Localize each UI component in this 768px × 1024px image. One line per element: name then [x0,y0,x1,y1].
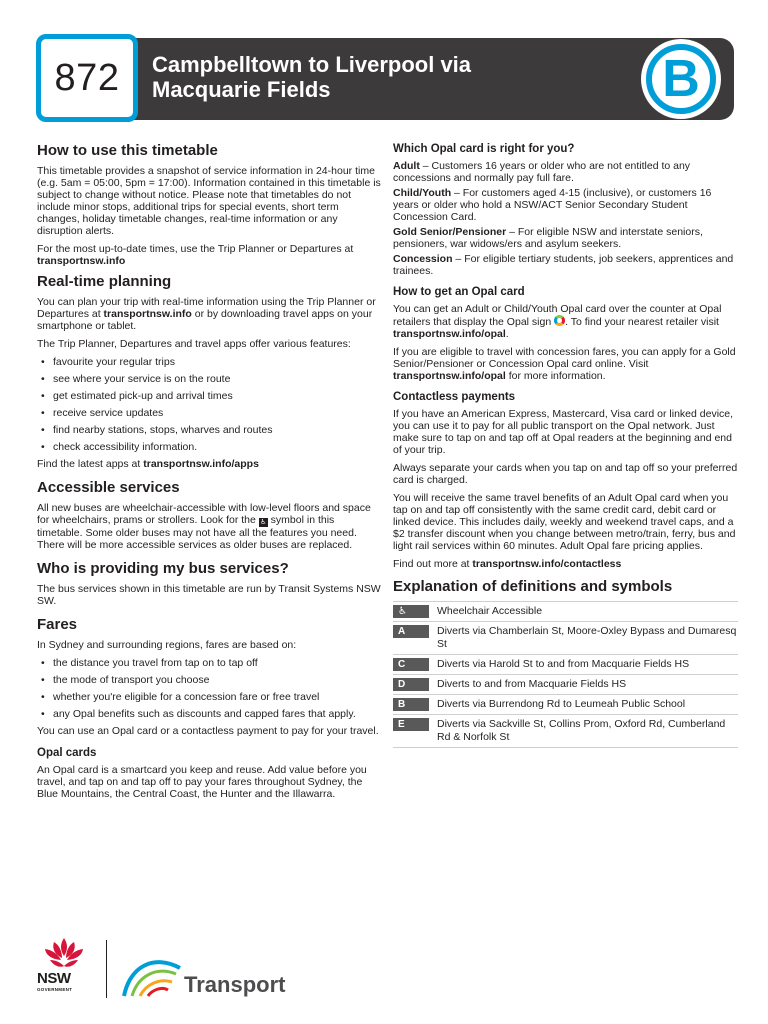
left-column [37,142,382,806]
route-title-line2: Macquarie Fields [152,77,331,102]
list-item: • favourite your regular trips [37,356,382,368]
transportnsw-link[interactable]: transportnsw.info [103,308,192,320]
apps-text: Find the latest apps at transportnsw.info/apps [37,458,259,470]
definition-desc: Diverts via Harold St to and from Macquarie Fields HS [437,658,690,670]
opal-sign-icon [554,315,565,326]
government-wordmark: GOVERNMENT [37,987,73,992]
list-item: • get estimated pick-up and arrival times [37,390,382,402]
list-item: • check accessibility information. [37,441,382,453]
waratah-icon [36,936,92,972]
list-item: • any Opal benefits such as discounts and capped fares that apply. [37,708,382,720]
how-to-use-text: This timetable provides a snapshot of service information in 24-hour time (e.g. 5am = 05:00, 5pm = 17:00). Information contained in this timetable is subject to change without notice. Please note that timetables do not include minor stops, additional trips for special events, short term changes, holiday timetable changes, real-time information or any disruption alerts. [37,165,381,237]
how-to-use-heading: How to use this timetable [37,142,218,159]
contactless-text-2: Always separate your cards when you tap on and tap off so your preferred card is charged. [393,462,738,486]
card-type-adult: Adult – Customers 16 years or older who are not entitled to any concessions and normally pay full fare. [393,160,691,184]
realtime-text: You can plan your trip with real-time information using the Trip Planner or Departures at transportnsw.info or by downloading travel apps on your smartphone or tablet. [37,296,376,332]
realtime-heading: Real-time planning [37,273,172,290]
route-number-box [36,34,138,122]
table-row [393,694,738,714]
accessible-heading: Accessible services [37,479,180,496]
list-item: • the distance you travel from tap on to tap off [37,657,382,669]
table-row [393,601,738,621]
concession-apply-text: If you are eligible to travel with concession fares, you can apply for a Gold Senior/Pensioner or Concession Opal card online. Visit transportnsw.info/opal for more information. [393,346,736,382]
transport-logo [120,952,300,998]
symbol-key: C [393,658,429,671]
features-intro: The Trip Planner, Departures and travel apps offer various features: [37,338,351,350]
card-type-child: Child/Youth – For customers aged 4-15 (inclusive), or customers 16 years or older who hold a NSW/ACT Senior Secondary Student Concession Card. [393,187,712,223]
right-column [393,142,738,748]
definition-desc: Diverts via Sackville St, Collins Prom, Oxford Rd, Cumberland Rd & Norfolk St [437,718,726,743]
mode-letter: B [662,50,700,108]
contactless-heading: Contactless payments [393,391,516,403]
features-list [37,356,382,453]
accessible-text: All new buses are wheelchair-accessible with low-level floors and space for wheelchairs, prams or strollers. Look for the ♿ symbol in this timetable. Some older buses may not have all the features you need. There will be more accessible services as older buses are replaced. [37,502,371,551]
route-title [152,52,572,102]
route-title-line1: Campbelltown to Liverpool via [152,52,472,77]
provider-text: The bus services shown in this timetable are run by Transit Systems NSW SW. [37,583,381,607]
card-type-concession: Concession – For eligible tertiary students, job seekers, apprentices and trainees. [393,253,734,277]
table-row [393,654,738,674]
provider-heading: Who is providing my bus services? [37,560,289,577]
definitions-heading: Explanation of definitions and symbols [393,578,673,595]
get-opal-heading: How to get an Opal card [393,286,525,298]
nsw-wordmark: NSW [37,970,71,987]
opal-link[interactable]: transportnsw.info/opal [393,328,506,340]
wheelchair-icon: ♿ [260,519,267,526]
contactless-text-1: If you have an American Express, Mastercard, Visa card or linked device, you can use it to pay for all public transport on the Opal network. Just make sure to tap on and tap off at Opal readers at the beginning and end of your trip. [393,408,734,456]
symbol-key: E [393,718,429,731]
definition-desc: Diverts via Chamberlain St, Moore-Oxley Bypass and Dumaresq St [437,625,737,650]
table-row [393,674,738,694]
symbol-key: A [393,625,429,638]
list-item: • whether you're eligible for a concession fare or free travel [37,691,382,703]
logo-divider [106,940,107,998]
symbol-key: D [393,678,429,691]
definition-desc: Wheelchair Accessible [437,605,543,617]
list-item: • the mode of transport you choose [37,674,382,686]
bus-mode-icon [646,44,716,114]
definitions-table [393,601,738,748]
fares-payment-text: You can use an Opal card or a contactless payment to pay for your travel. [37,725,379,737]
opal-cards-heading: Opal cards [37,747,97,759]
definition-desc: Diverts via Burrendong Rd to Leumeah Public School [437,698,686,710]
up-to-date-text: For the most up-to-date times, use the Trip Planner or Departures at transportnsw.info [37,243,354,267]
contactless-more: Find out more at transportnsw.info/contactless [393,558,622,570]
apps-link[interactable]: transportnsw.info/apps [143,458,259,470]
list-item: • see where your service is on the route [37,373,382,385]
get-opal-text: You can get an Adult or Child/Youth Opal card over the counter at Opal retailers that display the Opal sign . To find your nearest retailer visit transportnsw.info/opal. [393,303,722,340]
nsw-government-logo [36,936,92,1000]
opal-link[interactable]: transportnsw.info/opal [393,370,506,382]
list-item: • receive service updates [37,407,382,419]
transport-wordmark: Transport [184,972,286,997]
transportnsw-link[interactable]: transportnsw.info [37,255,126,267]
timetable-header [36,34,734,122]
fares-heading: Fares [37,616,78,633]
contactless-link[interactable]: transportnsw.info/contactless [472,558,622,570]
transport-arc-icon [120,952,184,998]
table-row [393,621,738,654]
table-row [393,714,738,748]
contactless-text-3: You will receive the same travel benefits of an Adult Opal card when you tap on and tap off consistently with the same credit card, debit card or linked device. This includes daily, weekly and weekend travel caps, and a $2 transfer discount when you change between metro/train, ferry, bus and light rail services within 60 minutes. Adult Opal fare pricing applies. [393,492,736,552]
fares-list [37,657,382,720]
which-card-heading: Which Opal card is right for you? [393,143,575,155]
route-number: 872 [54,56,120,99]
card-type-senior: Gold Senior/Pensioner – For eligible NSW and interstate seniors, pensioners, war widows/ers and asylum seekers. [393,226,703,250]
symbol-key: B [393,698,429,711]
wheelchair-icon: ♿ [393,605,429,618]
list-item: • find nearby stations, stops, wharves and routes [37,424,382,436]
definition-desc: Diverts to and from Macquarie Fields HS [437,678,627,690]
footer-logos [36,936,336,1000]
opal-cards-text: An Opal card is a smartcard you keep and reuse. Add value before you travel, and tap on and tap off to pay your fares throughout Sydney, the Blue Mountains, the Central Coast, the Hunter and the Illawarra. [37,764,367,800]
fares-intro: In Sydney and surrounding regions, fares are based on: [37,639,297,651]
